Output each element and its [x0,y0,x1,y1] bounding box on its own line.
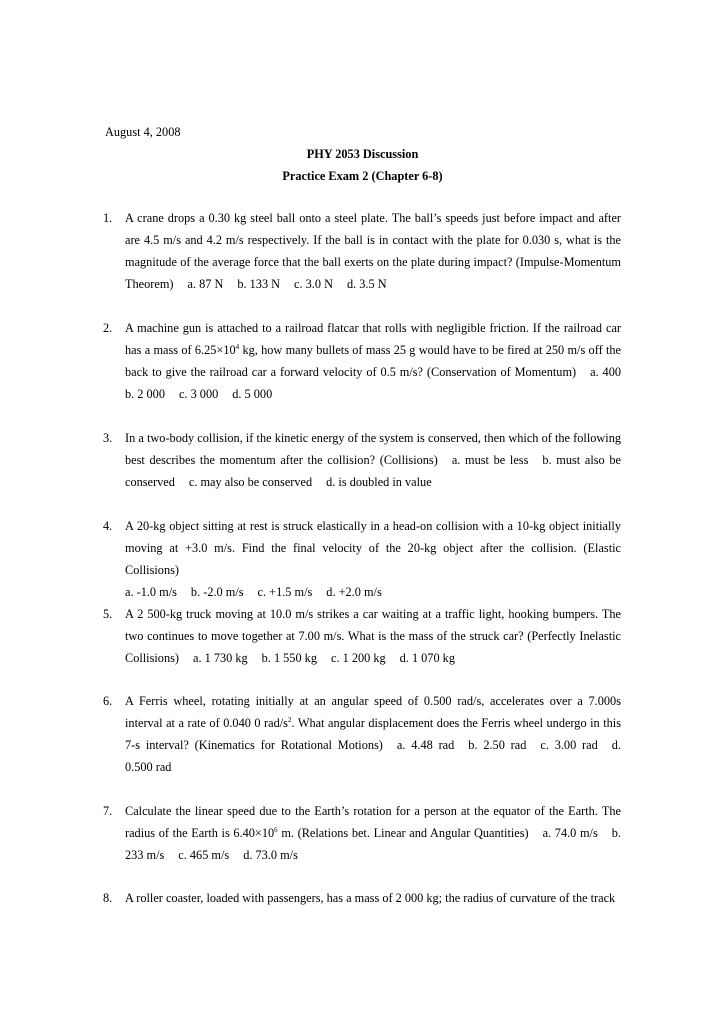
question-body-start: Calculate the linear speed due to the Earth’s rotation for a person at the equator of the Earth. The radius of the Earth is 6.40×10 [125,804,621,840]
choice-c: c. 465 m/s [178,848,230,862]
question-number: 1. [103,211,113,225]
choice-b: b. 2.50 rad [468,738,527,752]
course-title: PHY 2053 Discussion [306,147,419,161]
choice-d: d. 3.5 N [346,277,387,291]
choice-c: c. 3.0 N [294,277,333,291]
question-body-start: A Ferris wheel, rotating initially at an angular speed of 0.500 rad/s, accelerates over a 7.000s interval at a rate of 0.040 0 rad/s [125,694,621,730]
question-text [125,887,621,909]
question-number: 6. [103,694,113,708]
question-number: 7. [103,804,113,818]
exam-title: Practice Exam 2 (Chapter 6-8) [282,169,443,183]
question-8 [103,887,621,909]
choice-a: a. 4.48 rad [396,738,455,752]
question-body-end: . What angular displacement does the Ferris wheel undergo in this 7-s interval? (Kinematics for Rotational Motions) [125,716,621,752]
question-number: 4. [103,519,113,533]
choice-a: a. -1.0 m/s [125,585,177,599]
choice-d: d. +2.0 m/s [326,585,382,599]
choice-b: b. 2 000 [125,387,165,401]
question-text [125,317,621,405]
choice-d: d. 5 000 [232,387,273,401]
choice-b: b. must also be conserved [125,453,621,489]
choice-b: b. -2.0 m/s [190,585,244,599]
choice-c: c. 3 000 [178,387,219,401]
question-6 [103,690,621,778]
question-7 [103,800,621,866]
exponent: 4 [235,342,240,351]
question-body: A 20-kg object sitting at rest is struck elastically in a head-on collision with a 10-kg object initially moving at +3.0 m/s. Find the final velocity of the 20-kg object after the collision. (Elastic Collisions) [125,519,621,577]
question-number: 3. [103,431,113,445]
choice-d: d. 73.0 m/s [243,848,298,862]
question-text [125,427,621,493]
question-text [125,690,621,778]
question-3 [103,427,621,493]
question-number: 8. [103,891,113,905]
question-body-end: kg, how many bullets of mass 25 g would have to be fired at 250 m/s off the back to give the railroad car a forward velocity of 0.5 m/s? (Conservation of Momentum) [125,343,621,379]
choice-d: d. 1 070 kg [399,651,455,665]
choice-c: c. 1 200 kg [330,651,386,665]
question-body: A crane drops a 0.30 kg steel ball onto a steel plate. The ball’s speeds just before impact and after are 4.5 m/s and 4.2 m/s respectively. If the ball is in contact with the plate for 0.030 s, what is the magnitude of the average force that the ball exerts on the plate during impact? (Impulse-Momentum Theorem) [125,211,621,291]
choice-c: c. 3.00 rad [540,738,598,752]
question-2 [103,317,621,405]
exponent: 6 [274,825,278,834]
exponent: 2 [287,715,292,724]
choice-a: a. 74.0 m/s [542,826,598,840]
choice-a: a. 87 N [187,277,224,291]
choice-b: b. 133 N [237,277,281,291]
question-number: 2. [103,321,113,335]
question-text [125,207,621,295]
choice-a: a. 1 730 kg [192,651,248,665]
question-body-start: A machine gun is attached to a railroad flatcar that rolls with negligible friction. If the railroad car has a mass of 6.25×10 [125,321,621,357]
question-4 [103,515,621,603]
choice-c: c. +1.5 m/s [257,585,313,599]
question-body: In a two-body collision, if the kinetic energy of the system is conserved, then which of the following best describes the momentum after the collision? (Collisions) [125,431,621,467]
choice-a: a. must be less [451,453,529,467]
choice-c: c. may also be conserved [188,475,313,489]
choice-a: a. 400 [590,365,621,379]
question-text [125,603,621,669]
question-body: A 2 500-kg truck moving at 10.0 m/s strikes a car waiting at a traffic light, hooking bumpers. The two continues to move together at 7.00 m/s. What is the mass of the struck car? (Perfectly Inelastic Collisions) [125,607,621,665]
question-body: A roller coaster, loaded with passengers, has a mass of 2 000 kg; the radius of curvature of the track [125,891,616,905]
question-body-end: m. (Relations bet. Linear and Angular Quantities) [277,826,529,840]
question-number: 5. [103,607,113,621]
choice-d: d. is doubled in value [326,475,432,489]
question-text [125,515,621,603]
question-text [125,800,621,866]
choice-d: d. 0.500 rad [125,738,621,774]
question-5 [103,603,621,669]
question-1 [103,207,621,295]
choice-b: b. 1 550 kg [261,651,317,665]
choice-b: b. 233 m/s [125,826,621,862]
document-date: August 4, 2008 [105,125,181,139]
